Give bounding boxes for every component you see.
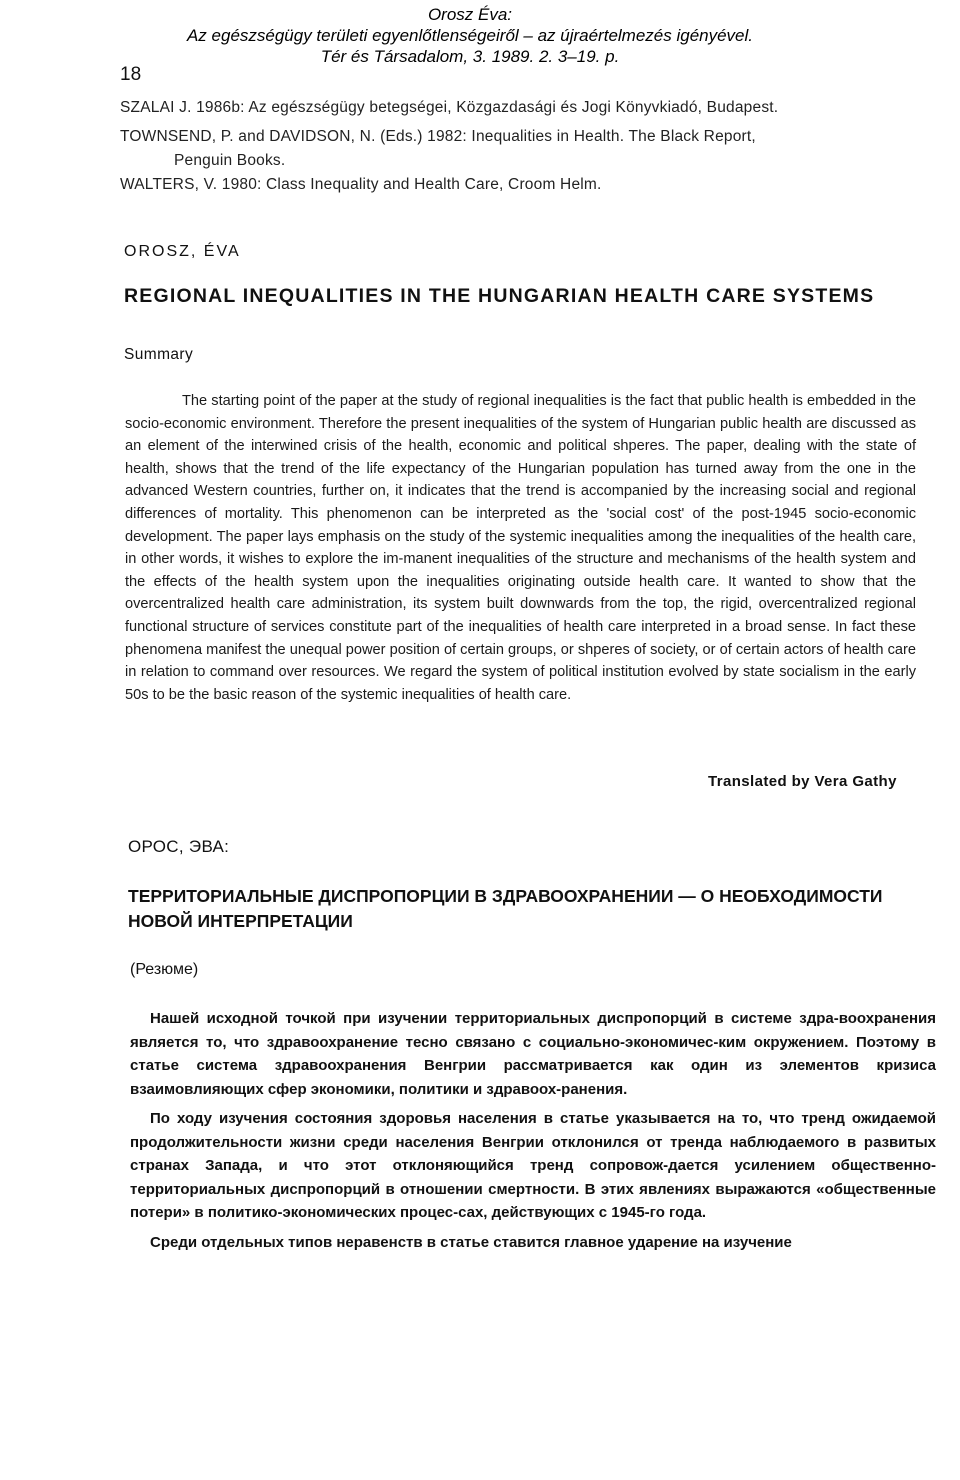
reference-townsend: TOWNSEND, P. and DAVIDSON, N. (Eds.) 1982: Inequalities in Health. The Black Report, [120, 128, 756, 145]
page-number: 18 [120, 64, 142, 85]
author-english: OROSZ, ÉVA [124, 243, 241, 260]
russian-paragraph-2: По ходу изучения состояния здоровья населения в статье указывается на то, что тренд ожидаемой продолжительности жизни среди населения Венгрии отклонился от тренда наблюдаемого в развитых странах Запада, и что этот отклоняющийся тренд сопровож-дается усилением общественно-территориальных диспропорций в отношении смертности. В этих явлениях выражаются «общественные потери» в политико-экономических процес-сах, действующих с 1945-го года. [130, 1110, 936, 1221]
reference-townsend-cont: Penguin Books. [174, 152, 286, 169]
running-header [150, 4, 790, 67]
translator-credit: Translated by Vera Gathy [708, 773, 897, 790]
reference-walters: WALTERS, V. 1980: Class Inequality and Health Care, Croom Helm. [120, 176, 602, 193]
title-russian-line2: НОВОЙ ИНТЕРПРЕТАЦИИ [128, 911, 353, 931]
author-russian: ОРОС, ЭВА: [128, 837, 230, 856]
title-russian [128, 884, 940, 934]
resume-heading: (Резюме) [130, 961, 199, 978]
header-author: Orosz Éva: [427, 5, 513, 24]
reference-szalai: SZALAI J. 1986b: Az egészségügy betegségei, Közgazdasági és Jogi Könyvkiadó, Budapest. [120, 99, 779, 116]
header-title: Az egészségügy területi egyenlőtlenségeiről – az újraértelmezés igényével. [186, 26, 754, 45]
russian-body [130, 1007, 936, 1260]
summary-paragraph: The starting point of the paper at the study of regional inequalities is the fact that public health is embedded in the socio-economic environment. Therefore the present inequalities of the system of Hungarian public health are discussed as an element of the interwined crisis of the health, economic and political shperes. The paper, dealing with the state of health, shows that the trend of the life expectancy of the Hungarian population has turned away from the one in the advanced Western countries, further on, it indicates that the trend is accompanied by the increasing social and regional differences of mortality. This phenomenon can be interpreted as the 'social cost' of the post-1945 socio-economic development. The paper lays emphasis on the study of the systemic inequalities among the inequalities of the health care, in other words, it wishes to explore the im-manent inequalities of the structure and mechanisms of the health system and the effects of the health system upon the inequalities originating outside health care. It wanted to show that the overcentralized health care administration, its system built downwards from the top, the rigid, overcentralized regional functional structure of services constitute part of the inequalities of health care interpreted in a broad sense. In fact these phenomena manifest the unequal power position of certain groups, or shperes of society, or of certain actors of health care in relation to command over resources. We regard the system of political institution evolved by state socialism in the early 50s to be the basic reason of the systemic inequalities of health care. [125, 393, 916, 703]
header-source: Tér és Társadalom, 3. 1989. 2. 3–19. p. [320, 47, 620, 66]
russian-paragraph-1: Нашей исходной точкой при изучении территориальных диспропорций в системе здра-воохранения является то, что здравоохранение тесно связано с социально-экономичес-ким окружением. Поэтому в статье система здравоохранения Венгрии рассматривается как один из элементов кризиса взаимовлияющих сфер экономики, политики и здравоох-ранения. [130, 1010, 936, 1098]
title-english: REGIONAL INEQUALITIES IN THE HUNGARIAN HEALTH CARE SYSTEMS [124, 285, 875, 307]
title-russian-line1: ТЕРРИТОРИАЛЬНЫЕ ДИСПРОПОРЦИИ В ЗДРАВООХРАНЕНИИ — О НЕОБХОДИМОСТИ [128, 886, 883, 906]
russian-paragraph-3: Среди отдельных типов неравенств в статье ставится главное ударение на изучение [150, 1233, 792, 1251]
summary-heading: Summary [124, 346, 194, 363]
